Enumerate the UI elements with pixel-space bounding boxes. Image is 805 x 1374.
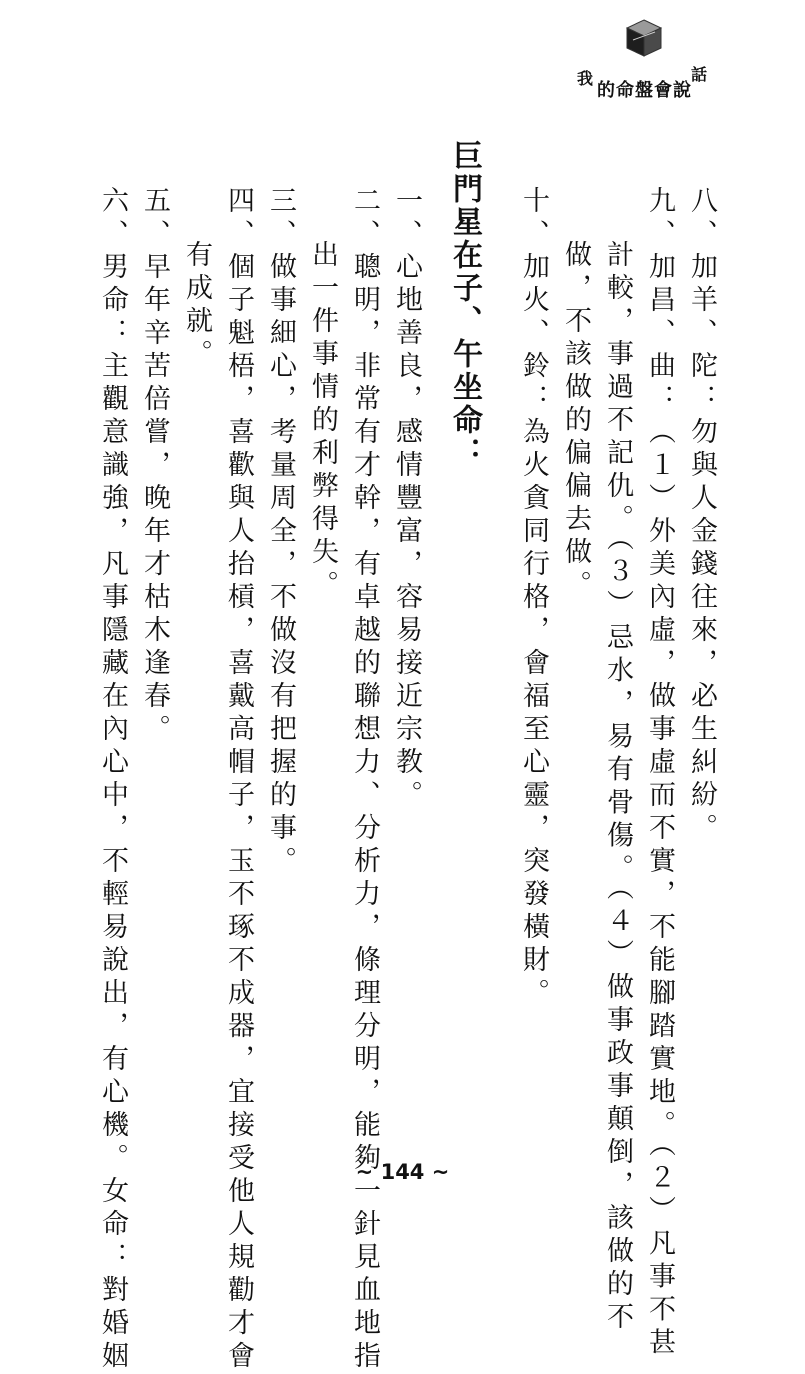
item-number: 五、 <box>139 186 170 252</box>
page-number: ~ 144 ~ <box>355 1160 450 1184</box>
column-text: 做，不該做的偏偏去做。 <box>560 240 591 603</box>
column-text: 心地善良，感情豐富，容易接近宗教。 <box>391 252 422 813</box>
column-text: 聰明，非常有才幹，有卓越的聯想力、分析力，條理分明，能夠一針見血地指 <box>349 252 380 1374</box>
text-column-8 <box>688 186 715 846</box>
text-column-3 <box>267 186 294 879</box>
text-column-2-cont <box>309 240 336 603</box>
item-number: 三、 <box>265 186 296 252</box>
text-column-2 <box>351 186 378 1374</box>
column-text: 有成就。 <box>181 240 212 372</box>
text-column-10 <box>520 186 547 1011</box>
book-title-part1: 我 <box>577 69 594 88</box>
column-text: 個子魁梧，喜歡與人抬槓，喜戴高帽子，玉不琢不成器，宜接受他人規勸才會 <box>223 252 254 1374</box>
item-number: 八、 <box>686 186 717 252</box>
text-column-5 <box>141 186 168 747</box>
column-text: 出一件事情的利弊得失。 <box>307 240 338 603</box>
column-text: 加火、鈴：為火貪同行格，會福至心靈，突發橫財。 <box>518 252 549 1011</box>
item-number: 一、 <box>391 186 422 252</box>
text-column-4-cont <box>183 240 210 372</box>
column-text: 加羊、陀：勿與人金錢往來，必生糾紛。 <box>686 252 717 846</box>
column-text: 男命：主觀意識強，凡事隱藏在內心中，不輕易說出，有心機。女命：對婚姻 <box>97 252 128 1374</box>
column-text: 早年辛苦倍嘗，晚年才枯木逢春。 <box>139 252 170 747</box>
column-text: 加昌、曲：（１）外美內虛，做事虛而不實，不能腳踏實地。（２）凡事不甚 <box>644 252 675 1361</box>
item-number: 九、 <box>644 186 675 252</box>
item-number: 六、 <box>97 186 128 252</box>
item-number: 十、 <box>518 186 549 252</box>
column-text: 計較，事過不記仇。（３）忌水，易有骨傷。（４）做事政事顛倒，該做的不 <box>602 240 633 1335</box>
book-title-part3: 話 <box>691 65 708 84</box>
book-title <box>575 50 725 101</box>
book-header <box>575 18 725 101</box>
column-text: 做事細心，考量周全，不做沒有把握的事。 <box>265 252 296 879</box>
book-title-part2: 的命盤會說 <box>597 80 692 101</box>
item-number: 四、 <box>223 186 254 252</box>
text-column-9 <box>646 186 673 1361</box>
heading-text: 巨門星在子、午坐命： <box>447 140 482 470</box>
section-heading <box>447 140 482 470</box>
text-column-1 <box>393 186 420 813</box>
text-column-4 <box>225 186 252 1374</box>
item-number: 二、 <box>349 186 380 252</box>
text-column-9-cont2 <box>562 240 589 603</box>
text-column-6 <box>99 186 126 1374</box>
